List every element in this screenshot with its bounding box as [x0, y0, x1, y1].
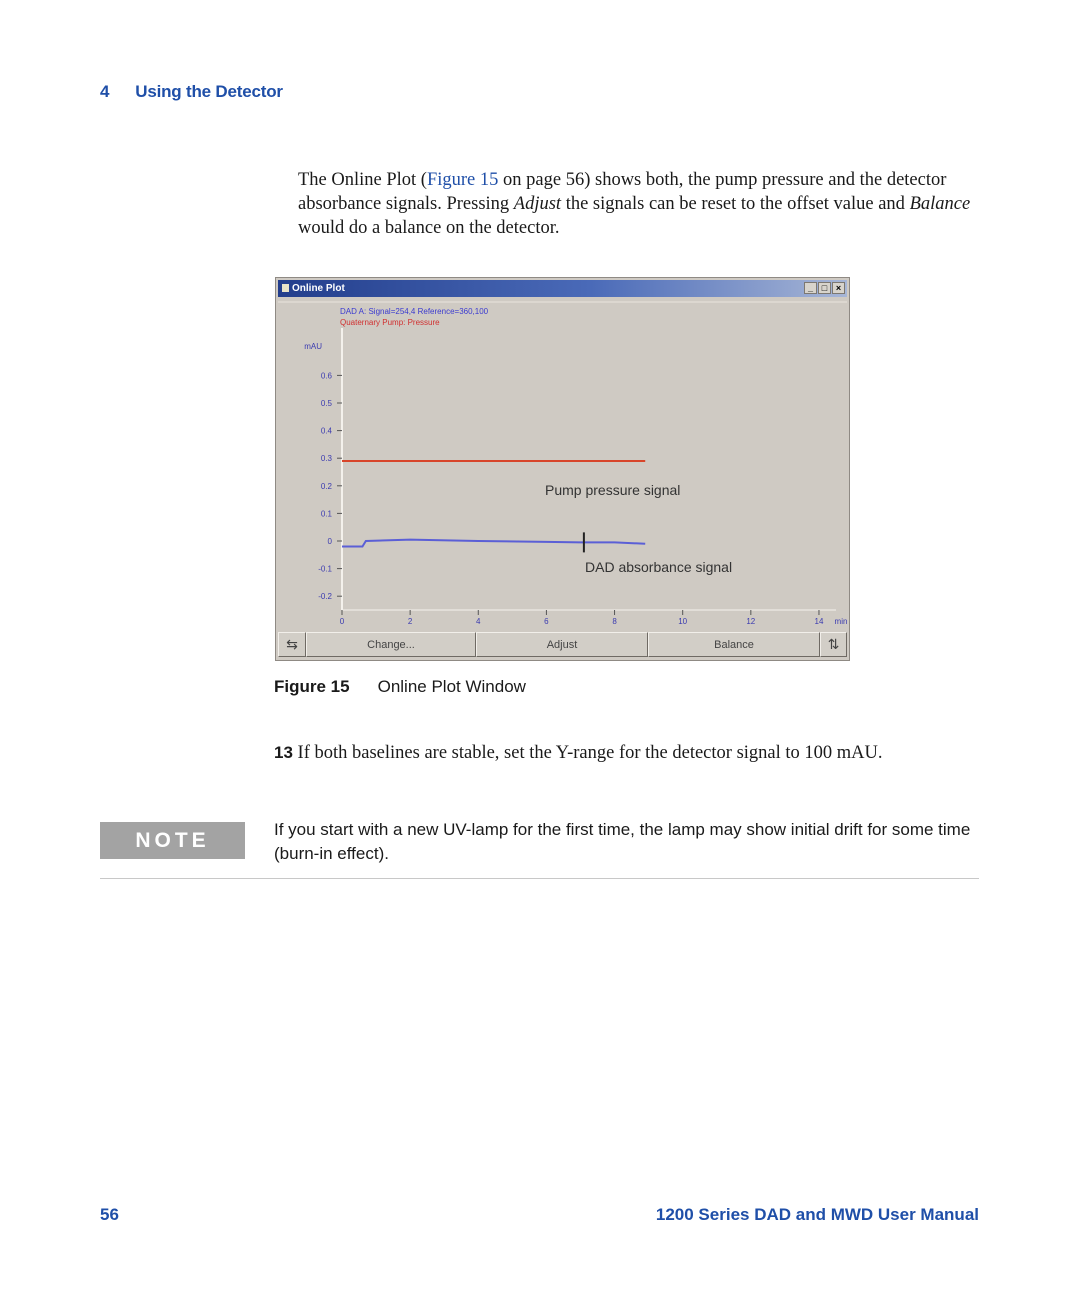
change-button[interactable]: Change...	[306, 632, 476, 657]
x-tick-label: 4	[476, 617, 481, 626]
x-tick-label: 2	[407, 617, 413, 626]
note-divider	[100, 878, 979, 879]
y-tick-label: 0.1	[320, 509, 332, 519]
x-tick-label: 10	[678, 617, 688, 626]
close-button[interactable]: ×	[832, 282, 845, 294]
x-tick-label: 12	[746, 617, 756, 626]
y-tick-label: -0.2	[318, 592, 332, 602]
y-tick-label: -0.1	[318, 564, 332, 574]
figure-caption-text: Online Plot Window	[377, 677, 526, 696]
x-tick-label: 14	[814, 617, 824, 626]
chapter-title: Using the Detector	[135, 82, 283, 101]
adjust-term: Adjust	[513, 194, 562, 214]
maximize-button[interactable]: □	[818, 282, 831, 294]
legend-dad-signal: DAD A: Signal=254,4 Reference=360,100	[340, 307, 489, 316]
step-number: 13	[274, 743, 293, 762]
y-tick-label: 0.6	[320, 371, 332, 381]
note-badge: NOTE	[100, 822, 245, 859]
scroll-right-icon[interactable]: ⇅	[820, 632, 847, 657]
y-tick-label: 0	[327, 537, 332, 546]
balance-button[interactable]: Balance	[648, 632, 820, 657]
window-button-bar	[278, 631, 847, 658]
x-tick-label: 0	[339, 617, 345, 626]
window-title: Online Plot	[292, 283, 345, 294]
y-axis-label: mAU	[304, 342, 322, 351]
step-13	[274, 741, 954, 765]
adjust-button[interactable]: Adjust	[476, 632, 648, 657]
x-tick-label: 6	[544, 617, 549, 626]
online-plot-window	[275, 277, 850, 661]
intro-paragraph	[298, 168, 988, 240]
y-tick-label: 0.5	[320, 399, 332, 408]
pump-pressure-annotation: Pump pressure signal	[545, 482, 681, 498]
balance-term: Balance	[909, 194, 971, 214]
online-plot-chart	[276, 278, 849, 660]
intro-text-1: The Online Plot (	[298, 170, 427, 190]
figure-caption	[274, 677, 526, 697]
intro-text-4: would do a balance on the detector.	[298, 218, 560, 238]
dad-absorbance-line	[342, 540, 645, 547]
legend-pump-pressure: Quaternary Pump: Pressure	[340, 318, 440, 327]
x-tick-label: 8	[612, 617, 617, 626]
dad-absorbance-annotation: DAD absorbance signal	[585, 559, 733, 575]
scroll-left-icon[interactable]: ⇆	[278, 632, 306, 657]
y-tick-label: 0.4	[320, 426, 332, 436]
running-header	[100, 82, 283, 102]
page-number: 56	[100, 1205, 119, 1224]
chapter-number: 4	[100, 82, 110, 101]
y-tick-label: 0.2	[320, 481, 332, 491]
figure-label: Figure 15	[274, 677, 350, 696]
x-axis-label: min	[834, 617, 848, 626]
manual-title: 1200 Series DAD and MWD User Manual	[655, 1205, 979, 1224]
minimize-button[interactable]: _	[804, 282, 817, 294]
step-text: If both baselines are stable, set the Y-range for the detector signal to 100 mAU.	[297, 743, 883, 763]
note-text: If you start with a new UV-lamp for the first time, the lamp may show initial drift for some time (burn-in effect).	[274, 820, 971, 863]
intro-text-2: on page 56) shows both, the pump pressure and the detector absorbance signals. Pressing	[298, 170, 947, 214]
figure-15-link[interactable]: Figure 15	[426, 170, 499, 190]
y-tick-label: 0.3	[320, 454, 332, 464]
intro-text-3: the signals can be reset to the offset value and	[561, 194, 910, 214]
